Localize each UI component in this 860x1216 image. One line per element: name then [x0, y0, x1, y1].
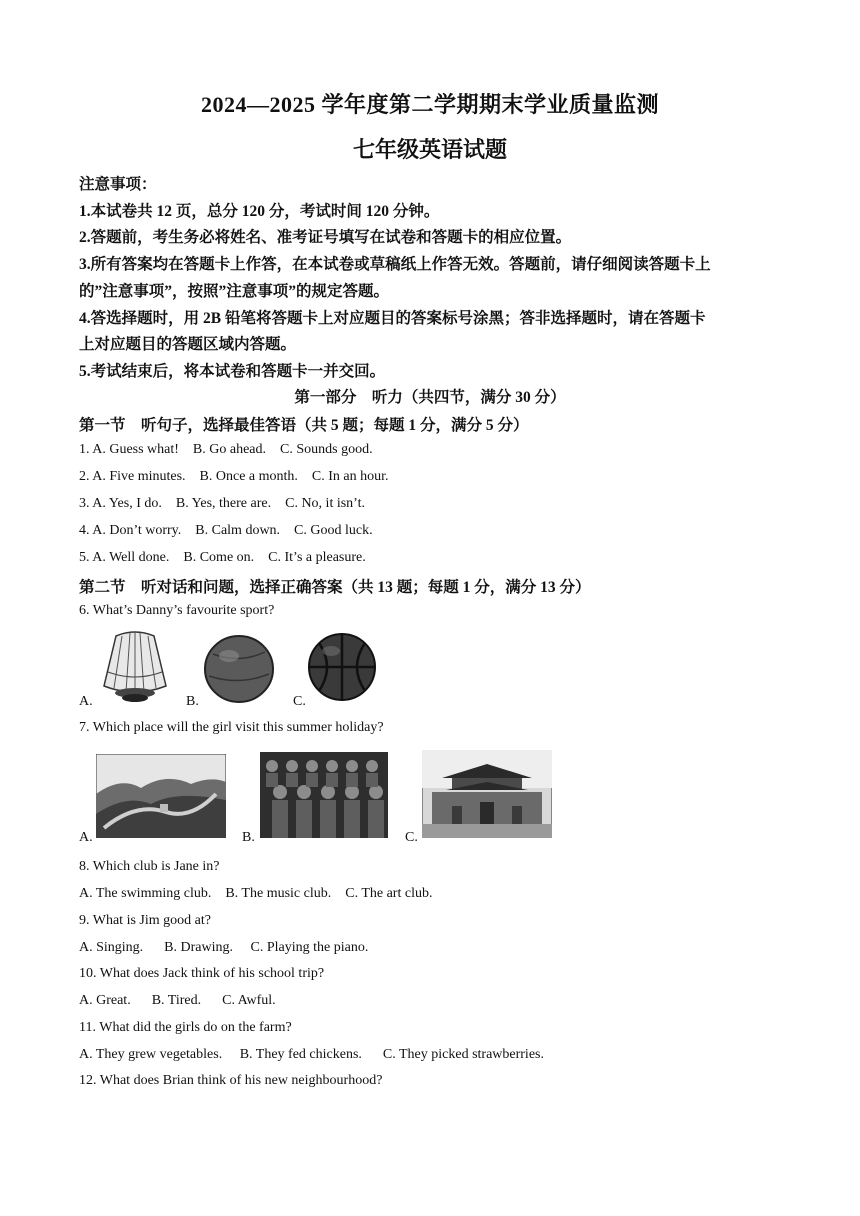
exam-subtitle: 七年级英语试题	[352, 137, 507, 162]
great-wall-photo	[96, 754, 226, 838]
note-item: 3.所有答案均在答题卡上作答，在本试卷或草稿纸上作答无效。答题前，请仔细阅读答题卡上	[79, 256, 711, 274]
question-12: 12. What does Brian think of his new neighbourhood?	[79, 1073, 383, 1088]
notes-heading: 注意事项：	[79, 176, 157, 193]
exam-title: 2024—2025 学年度第二学期期末学业质量监测	[200, 92, 659, 117]
option-label-b: B.	[186, 694, 199, 709]
question-1: 1. A. Guess what! B. Go ahead. C. Sounds good.	[79, 442, 373, 457]
volleyball-icon	[203, 634, 275, 704]
question-2: 2. A. Five minutes. B. Once a month. C. In an hour.	[79, 469, 389, 484]
question-3: 3. A. Yes, I do. B. Yes, there are. C. No, it isn’t.	[79, 496, 365, 511]
question-8: 8. Which club is Jane in?	[79, 859, 220, 874]
tiananmen-photo	[422, 750, 552, 838]
section2-heading: 第二节 听对话和问题，选择正确答案（共 13 题；每题 1 分，满分 13 分）	[79, 579, 591, 596]
question-10: 10. What does Jack think of his school trip?	[79, 966, 325, 981]
option-label-a: A.	[79, 694, 93, 709]
question-8-options: A. The swimming club. B. The music club. C. The art club.	[79, 886, 433, 901]
note-item: 2.答题前，考生务必将姓名、准考证号填写在试卷和答题卡的相应位置。	[79, 229, 572, 247]
question-9: 9. What is Jim good at?	[79, 913, 211, 928]
question-10-options: A. Great. B. Tired. C. Awful.	[79, 993, 276, 1008]
part1-heading: 第一部分 听力（共四节，满分 30 分）	[294, 389, 566, 406]
question-6: 6. What’s Danny’s favourite sport?	[79, 603, 275, 618]
note-item: 上对应题目的答题区域内答题。	[79, 336, 297, 354]
option-label-c: C.	[405, 830, 418, 845]
question-11: 11. What did the girls do on the farm?	[79, 1020, 292, 1035]
question-4: 4. A. Don’t worry. B. Calm down. C. Good luck.	[79, 523, 373, 538]
note-item: 1.本试卷共 12 页，总分 120 分，考试时间 120 分钟。	[79, 202, 440, 220]
question-5: 5. A. Well done. B. Come on. C. It’s a pleasure.	[79, 550, 366, 565]
basketball-icon	[307, 631, 377, 703]
option-label-a: A.	[79, 830, 93, 845]
question-7: 7. Which place will the girl visit this summer holiday?	[79, 720, 384, 735]
section1-heading: 第一节 听句子，选择最佳答语（共 5 题；每题 1 分，满分 5 分）	[79, 417, 529, 434]
note-item: 5.考试结束后，将本试卷和答题卡一并交回。	[79, 362, 386, 380]
option-label-c: C.	[293, 694, 306, 709]
option-label-b: B.	[242, 830, 255, 845]
notes-block	[79, 172, 784, 386]
terracotta-warriors-photo	[260, 752, 388, 838]
note-item: 的”注意事项”，按照”注意事项”的规定答题。	[79, 282, 390, 300]
note-item: 4.答选择题时，用 2B 铅笔将答题卡上对应题目的答案标号涂黑；答非选择题时，请在答题卡	[79, 309, 706, 327]
question-9-options: A. Singing. B. Drawing. C. Playing the piano.	[79, 940, 369, 955]
badminton-shuttlecock-icon	[100, 628, 170, 703]
question-11-options: A. They grew vegetables. B. They fed chickens. C. They picked strawberries.	[79, 1047, 544, 1062]
